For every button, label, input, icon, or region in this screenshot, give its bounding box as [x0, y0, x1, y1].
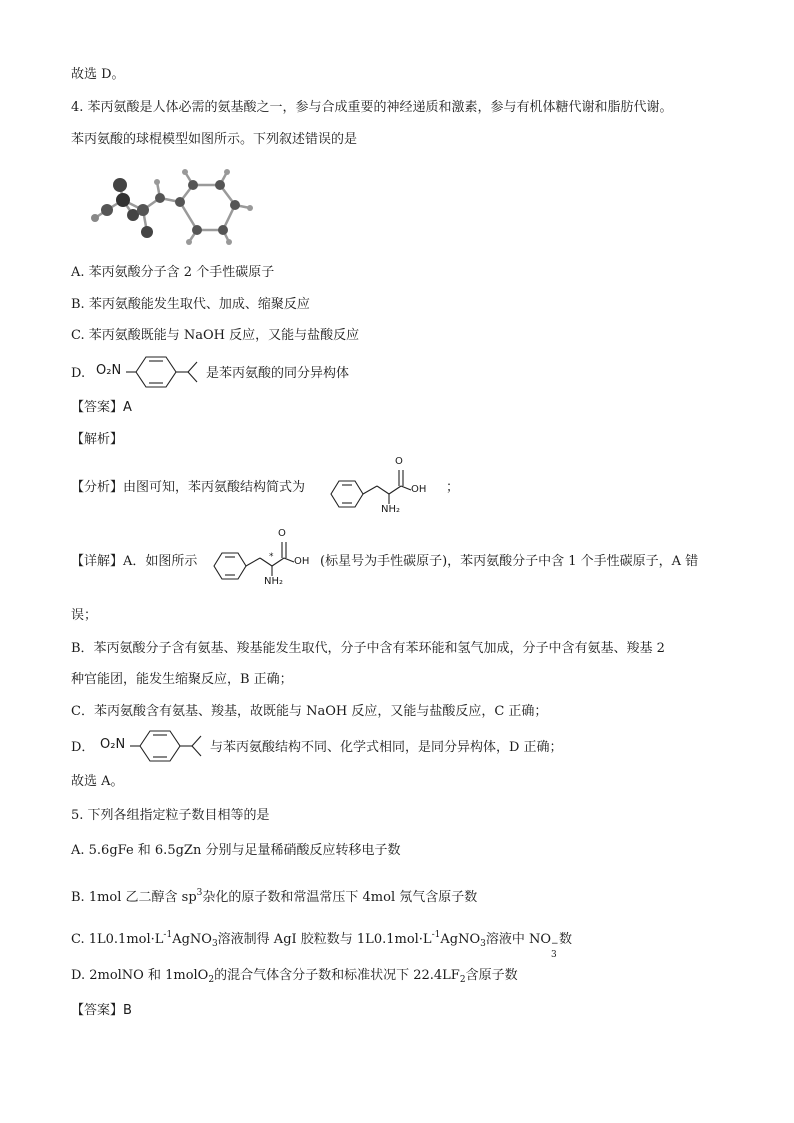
- nh2-label: NH₂: [264, 576, 284, 587]
- chiral-star-label: *: [269, 552, 274, 562]
- q4-stem-line1: 4. 苯丙氨酸是人体必需的氨基酸之一，参与合成重要的神经递质和激素，参与有机体糖代谢和脂肪代谢。: [71, 100, 673, 115]
- q5-option-c: C. $1L0.1mol\cdot L^{-1}AgNO_3$溶液制得 AgI 胶粒数与 $1L0.1mol\cdot L^{-1}AgNO_3$溶液中 NO − 3 数: [71, 930, 573, 960]
- q4-option-d-label: D.: [71, 366, 86, 381]
- q4-xiangjie-c: C．苯丙氨酸含有氨基、羧基，故既能与 NaOH 反应，又能与盐酸反应，C 正确；: [71, 704, 548, 719]
- q4-option-b: B. 苯丙氨酸能发生取代、加成、缩聚反应: [71, 297, 310, 312]
- q5-stem: 5. 下列各组指定粒子数目相等的是: [71, 808, 270, 823]
- q4-xiangjie-a-cont: 误；: [71, 608, 98, 623]
- o2n-label: O₂N: [100, 737, 126, 752]
- q4-answer: 【答案】A: [71, 400, 132, 415]
- phenylalanine-structure-icon: [327, 456, 445, 518]
- q4-analysis-heading: 【解析】: [71, 432, 124, 447]
- nh2-label: NH₂: [381, 504, 401, 515]
- carbonyl-o-label: O: [395, 456, 403, 467]
- oh-label: OH: [411, 484, 427, 495]
- q4-option-a: A. 苯丙氨酸分子含 2 个手性碳原子: [71, 265, 275, 280]
- q4-fenxi: 【分析】由图可知，苯丙氨酸结构简式为: [71, 480, 306, 495]
- oh-label: OH: [294, 556, 310, 567]
- q4-conclusion: 故选 A。: [71, 774, 124, 789]
- q4-xiangjie-b-line2: 种官能团，能发生缩聚反应，B 正确；: [71, 672, 293, 687]
- q4-xiangjie-a-suffix: (标星号为手性碳原子)，苯丙氨酸分子中含 1 个手性碳原子，A 错: [320, 554, 699, 569]
- q4-xiangjie-a-prefix: 【详解】A．如图所示: [71, 554, 198, 569]
- nitro-isomer-structure-icon: [100, 729, 212, 763]
- q4-option-d-text: 是苯丙氨酸的同分异构体: [206, 366, 350, 381]
- q4-fenxi-end: ；: [446, 480, 460, 495]
- q4-stem-line2: 苯丙氨酸的球棍模型如图所示。下列叙述错误的是: [71, 132, 358, 147]
- q5-answer: 【答案】B: [71, 1003, 132, 1018]
- phenylalanine-starred-structure-icon: [210, 528, 322, 590]
- q3-conclusion: 故选 D。: [71, 67, 125, 82]
- q5-option-a: A. 5.6gFe 和 6.5gZn 分别与足量稀硝酸反应转移电子数: [71, 843, 401, 858]
- q5-option-d: D. 2molNO 和 1molO$_2$的混合气体含分子数和标准状况下 $22.4LF_2$含原子数: [71, 968, 518, 985]
- q4-xiangjie-d-prefix: D．: [71, 740, 95, 755]
- carbonyl-o-label: O: [278, 528, 286, 539]
- ball-and-stick-model-icon: [85, 160, 275, 250]
- q5-option-b: B. 1mol 乙二醇含 $sp^3$杂化的原子数和常温常压下 4mol 氖气含原子数: [71, 888, 478, 905]
- q4-xiangjie-d-text: 与苯丙氨酸结构不同、化学式相同，是同分异构体，D 正确；: [210, 740, 563, 755]
- q4-option-c: C. 苯丙氨酸既能与 NaOH 反应，又能与盐酸反应: [71, 328, 360, 343]
- o2n-label: O₂N: [96, 363, 122, 378]
- nitro-isomer-structure-icon: [96, 355, 208, 389]
- q4-xiangjie-b-line1: B．苯丙氨酸分子含有氨基、羧基能发生取代，分子中含有苯环能和氢气加成，分子中含有氨基、羧基 2: [71, 641, 665, 656]
